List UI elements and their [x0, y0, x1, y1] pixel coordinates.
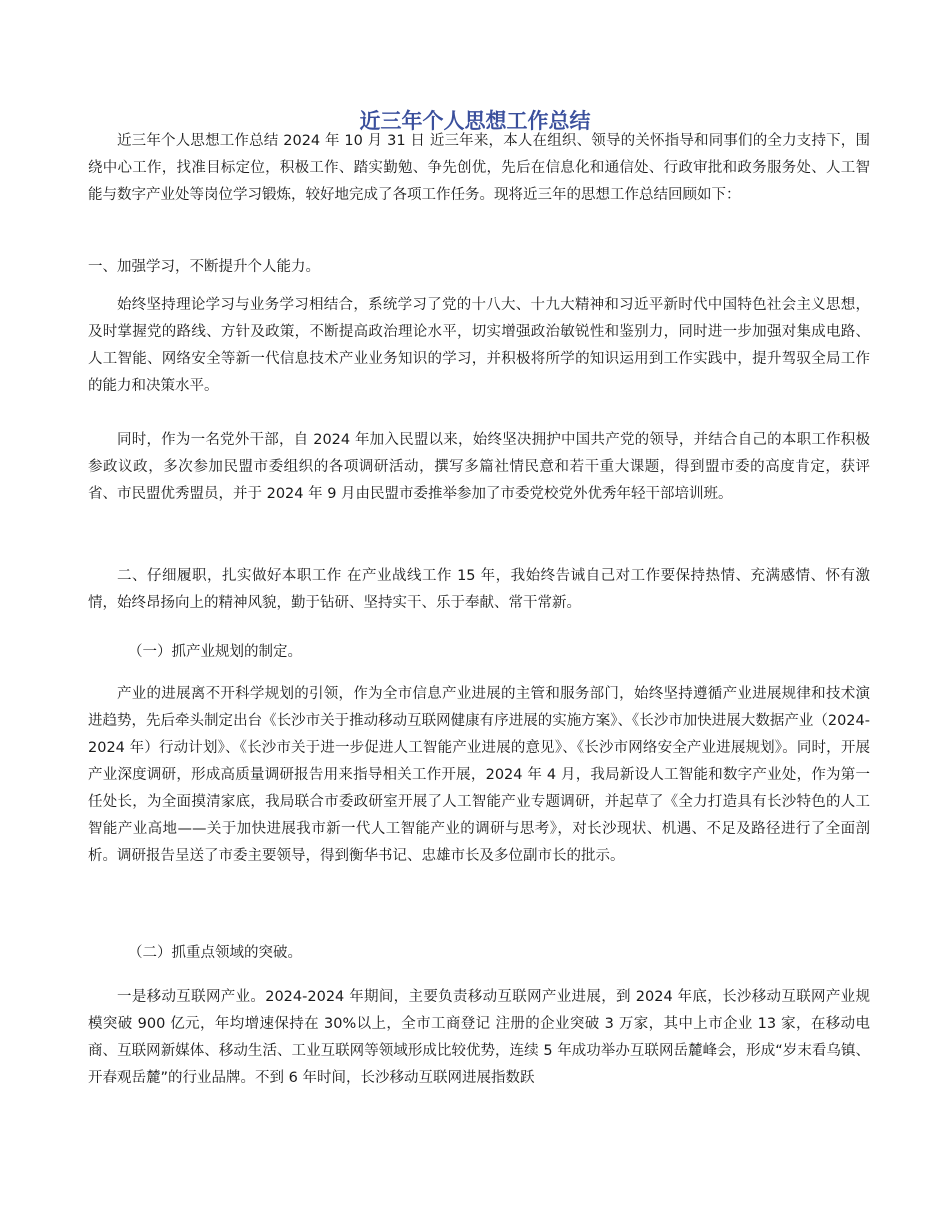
body-paragraph: 始终坚持理论学习与业务学习相结合，系统学习了党的十八大、十九大精神和习近平新时代中国特色社会主义思想，及时掌握党的路线、方针及政策，不断提高政治理论水平，切实增强政治敏锐性和鉴别力，同时进一步加强对集成电路、人工智能、网络安全等新一代信息技术产业业务知识的学习，并积极将所学的知识运用到工作实践中，提升驾驭全局工作的能力和决策水平。: [88, 297, 870, 394]
document-title: 近三年个人思想工作总结: [359, 109, 591, 133]
section-heading-1: 一、加强学习，不断提升个人能力。: [88, 259, 320, 275]
intro-paragraph: 近三年个人思想工作总结 2024 年 10 月 31 日 近三年来，本人在组织、领导的关怀指导和同事们的全力支持下，围绕中心工作，找准目标定位，积极工作、踏实勤勉、争先创优，先后在信息化和通信处、行政审批和政务服务处、人工智能与数字产业处等岗位学习锻炼，较好地完成了各项工作任务。现将近三年的思想工作总结回顾如下：: [88, 133, 870, 203]
section-heading-2: 二、仔细履职，扎实做好本职工作 在产业战线工作 15 年，我始终告诫自己对工作要保持热情、充满感情、怀有激情，始终昂扬向上的精神风貌，勤于钻研、坚持实干、乐于奉献、常干常新。: [88, 568, 870, 611]
body-paragraph: 产业的进展离不开科学规划的引领，作为全市信息产业进展的主管和服务部门，始终坚持遵循产业进展规律和技术演进趋势，先后牵头制定出台《长沙市关于推动移动互联网健康有序进展的实施方案》、《长沙市加快进展大数据产业（2024-2024 年）行动计划》、《长沙市关于进一步促进人工智能产业进展的意见》、《长沙市网络安全产业进展规划》。同时，开展产业深度调研，形成高质量调研报告用来指导相关工作开展，2024 年 4 月，我局新设人工智能和数字产业处，作为第一任处长，为全面摸清家底，我局联合市委政研室开展了人工智能产业专题调研，并起草了《全力打造具有长沙特色的人工智能产业高地——关于加快进展我市新一代人工智能产业的调研与思考》，对长沙现状、机遇、不足及路径进行了全面剖析。调研报告呈送了市委主要领导，得到衡华书记、忠雄市长及多位副市长的批示。: [88, 686, 870, 864]
body-paragraph: 一是移动互联网产业。2024-2024 年期间，主要负责移动互联网产业进展，到 2024 年底，长沙移动互联网产业规模突破 900 亿元，年均增速保持在 30%以上，全市工商登记 注册的企业突破 3 万家，其中上市企业 13 家，在移动电商、互联网新媒体、移动生活、工业互联网等领域形成比较优势，连续 5 年成功举办互联网岳麓峰会，形成“岁末看乌镇、开春观岳麓”的行业品牌。不到 6 年时间，长沙移动互联网进展指数跃: [88, 989, 870, 1086]
sub-heading-2: （二）抓重点领域的突破。: [128, 945, 302, 961]
body-paragraph: 同时，作为一名党外干部，自 2024 年加入民盟以来，始终坚决拥护中国共产党的领导，并结合自己的本职工作积极参政议政，多次参加民盟市委组织的各项调研活动，撰写多篇社情民意和若干重大课题，得到盟市委的高度肯定，获评省、市民盟优秀盟员，并于 2024 年 9 月由民盟市委推举参加了市委党校党外优秀年轻干部培训班。: [88, 432, 870, 502]
sub-heading-1: （一）抓产业规划的制定。: [128, 644, 302, 660]
